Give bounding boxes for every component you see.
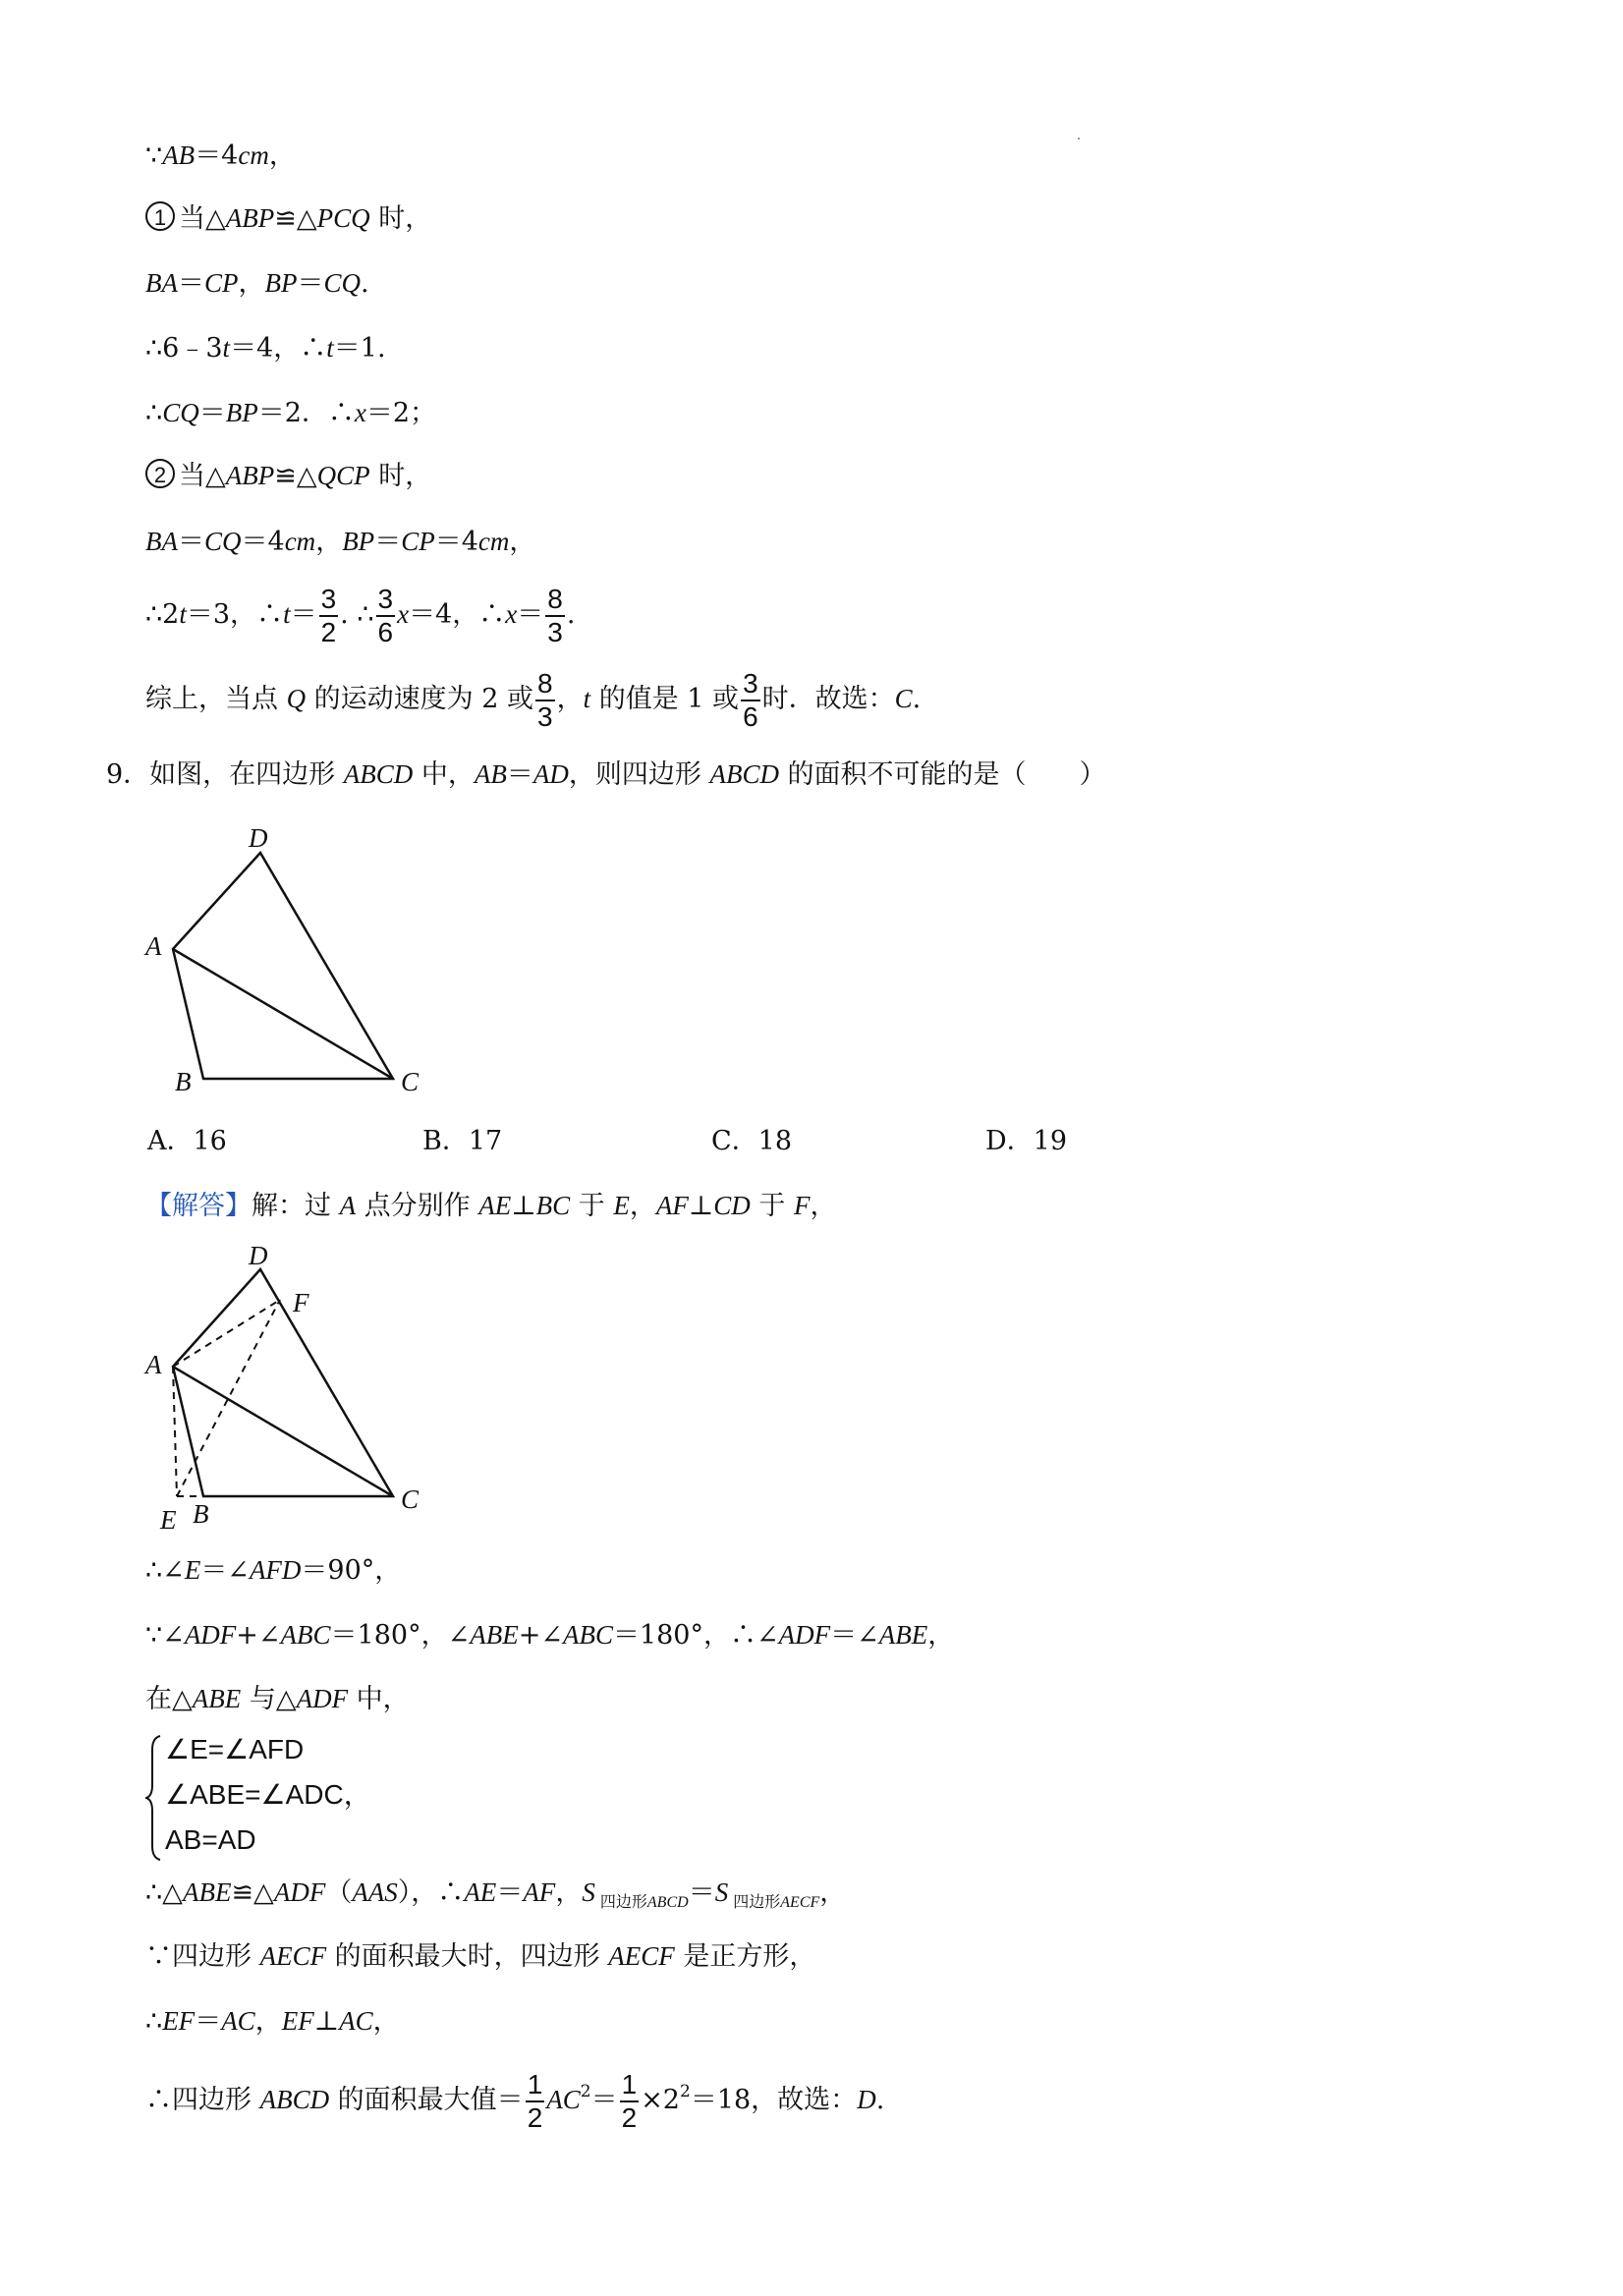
text: CP [204,268,239,298]
text: ∴∠ [145,1555,185,1586]
text: ABE [878,1620,928,1650]
numerator: 8 [535,668,555,701]
text: 的面积不可能的是（ ） [778,759,1106,790]
vertex-label-a: A [145,931,162,961]
sol8-line-7 [145,522,535,562]
option-value: 17 [468,1126,503,1156]
text: ， [254,2006,282,2037]
text: ， [372,2006,400,2037]
sol8-line-9 [145,664,921,734]
text: ＝2．∴ [257,398,355,428]
text: 于 [570,1191,614,1221]
text: BA [145,527,178,556]
fraction [741,668,760,733]
text: D [857,2085,876,2114]
sol9-line-5 [145,1936,815,1977]
text: E [184,1555,201,1585]
numerator: 8 [545,584,565,617]
quadrilateral-figure [138,820,442,1100]
text: cm [238,140,269,170]
text: AC [339,2006,373,2036]
text: ABE [192,1684,242,1713]
scan-speck [1078,138,1080,140]
text: ＝∠ [830,1620,879,1651]
denominator: 3 [547,616,563,647]
text: 时， [369,203,432,234]
text: +∠ [518,1620,563,1651]
text: 点分别作 [356,1191,479,1221]
vertex-label-a: A [145,1350,162,1379]
text: x [505,599,518,629]
numerator: 1 [526,2069,545,2102]
text: ＝4 [195,140,239,171]
text: ， [819,1877,847,1908]
text: BP [225,398,258,427]
text: x [397,599,410,629]
text: ＝ [290,599,317,630]
construction-figure [138,1233,442,1538]
option-letter: D． [985,1126,1034,1156]
text: ABE [470,1620,519,1650]
text: BC [535,1191,571,1220]
text: ＝ [590,2085,618,2115]
text: EF [281,2006,314,2036]
text: CQ [323,268,362,298]
text: 的面积最大值＝ [329,2085,524,2115]
vertex-label-d: D [249,1241,268,1270]
option-letter: B． [422,1126,469,1156]
text: AF [523,1877,556,1907]
text: AE [478,1191,512,1220]
text: AFD [249,1555,302,1585]
text: ， [927,1620,955,1651]
text: ∴ [145,398,163,428]
text: ⊥ [511,1191,536,1221]
option-letter: A． [147,1126,194,1156]
text: 时， [369,461,432,491]
denominator: 2 [320,616,337,647]
text: ， [268,140,296,171]
text: 中， [348,1684,410,1714]
sol9-line-4 [145,1873,846,1923]
text: t [222,333,231,363]
fraction [620,2069,640,2134]
numerator: 3 [319,584,339,617]
quadrilateral-abcd [173,1269,393,1496]
text: ， [556,684,584,714]
text: ＝ [178,268,204,299]
sol8-line-2 [145,198,431,239]
text: ∵∠ [145,1620,185,1651]
text: AECF [608,1941,675,1971]
text: . ∴ [340,599,374,630]
vertex-label-e: E [160,1505,177,1535]
option-c [711,1122,792,1161]
sol8-line-3 [145,263,369,304]
option-value: 19 [1033,1126,1068,1156]
option-d [985,1122,1067,1161]
superscript: 2 [580,2082,591,2101]
denominator: 6 [377,616,394,647]
text: t [583,684,591,713]
text: ⊥ [688,1191,714,1221]
numerator: 3 [741,668,760,701]
text: ABP [225,461,275,490]
text: AB [474,759,507,789]
text: BA [145,268,178,298]
text: ADF [273,1877,326,1907]
text: ∵ [145,140,163,171]
text: ABC [280,1620,331,1650]
sol8-line-5 [145,393,436,433]
fraction [376,584,396,648]
option-a [147,1122,227,1161]
sol8-line-8 [145,580,575,649]
text: BP [342,527,375,556]
text: . [361,268,369,299]
circled-number-2: 2 [145,459,175,488]
vertex-label-c: C [401,1484,420,1514]
text: ， [509,527,536,557]
text: 当△ [179,203,226,234]
vertex-label-b: B [175,1067,192,1096]
fraction [319,584,339,648]
sol9-line-1 [145,1550,401,1591]
text: ＝3，∴ [186,599,284,630]
subscript: AECF [780,1894,820,1911]
text: cm [284,527,316,556]
text: ABE [182,1877,232,1907]
sol8-line-6 [145,456,431,496]
text: ADF [778,1620,831,1650]
text: ＝ [688,1877,715,1908]
text: ， [238,268,265,299]
text: 的面积最大时，四边形 [326,1941,609,1972]
text: ABC [562,1620,613,1650]
answer-tag: 【解答】 [145,1191,252,1221]
text: ＝4 [434,527,478,557]
text: AAS [352,1877,398,1907]
text: ABCD [709,759,779,789]
diagonal-ac [173,1367,393,1496]
circled-number-1: 1 [145,201,175,231]
text: PCQ [316,203,370,233]
equation-system [145,1734,381,1867]
text: . [875,2085,885,2115]
text: . [912,684,922,714]
text: t [326,333,334,363]
sol8-line-1 [145,136,296,176]
denominator: 3 [537,700,553,732]
subscript: 四边形 [594,1892,647,1911]
denominator: 2 [527,2101,543,2133]
text: 综上，当点 [145,684,287,714]
text: cm [477,527,510,556]
diagonal-ac [173,949,393,1079]
text: AD [532,759,569,789]
text: ∴2 [145,599,180,630]
text: ＝4，∴ [409,599,506,630]
denominator: 6 [743,700,758,732]
text: ≌△ [274,203,317,234]
text: ＝∠ [200,1555,250,1586]
text: QCP [316,461,370,490]
text: AECF [259,1941,327,1971]
text: ＝ [195,2006,222,2037]
text: Q [286,684,307,713]
option-value: 18 [757,1126,793,1156]
sol9-line-6 [145,2001,400,2042]
text: t [179,599,187,629]
text: F [793,1191,811,1220]
text: ABCD [259,2085,330,2114]
text: 中， [413,759,475,790]
vertex-label-b: B [193,1499,209,1529]
text: （ [325,1877,353,1908]
text: ＝180°，∠ [330,1620,471,1651]
text: ＝ [374,527,402,557]
text: 9．如图，在四边形 [106,759,344,790]
fraction [535,668,555,733]
text: A [339,1191,357,1220]
vertex-label-c: C [401,1067,420,1096]
text: ＝90°， [301,1555,402,1586]
text: 的值是 1 或 [590,684,740,714]
quadrilateral-abcd [173,853,393,1079]
text: ∴四边形 [145,2085,260,2115]
fraction [526,2069,545,2134]
text: ＝4，∴ [230,333,327,364]
text: S [582,1877,595,1907]
text: ＝180°，∴∠ [612,1620,779,1651]
option-value: 16 [193,1126,227,1156]
text: ＝ [178,527,204,557]
numerator: 3 [376,584,396,617]
text: ∴6﹣3 [145,333,223,364]
sol9-line-3 [145,1679,410,1719]
text: ＝ [517,599,544,630]
vertex-label-d: D [249,823,268,853]
option-letter: C． [711,1126,758,1156]
text: ADF [296,1684,349,1713]
subscript: ABCD [646,1894,689,1911]
sol9-line-7 [145,2057,884,2135]
text: ＝ [198,398,226,428]
dashed-af [173,1300,280,1367]
text: EF [162,2006,196,2036]
text: ＝4 [241,527,285,557]
text: AF [655,1191,689,1220]
text: 于 [750,1191,794,1221]
text: 解：过 [252,1191,340,1221]
text: ≌△ [231,1877,274,1908]
text: BP [264,268,298,298]
text: ABCD [343,759,414,789]
text: E [613,1191,630,1220]
text: CQ [162,398,199,427]
text: ， [315,527,343,557]
text: ∵四边形 [145,1941,260,1972]
superscript: 2 [680,2082,691,2101]
text: 与△ [241,1684,297,1714]
text: CQ [204,527,242,556]
text: AC [221,2006,255,2036]
text: ， [555,1877,583,1908]
text: ABP [225,203,275,233]
text: S [714,1877,729,1907]
text: x [354,398,366,427]
text: AE [464,1877,497,1907]
text: ∴△ [145,1877,183,1908]
vertex-label-f: F [293,1288,309,1317]
question-9 [106,755,1106,795]
option-b [422,1122,502,1161]
denominator: 2 [621,2101,638,2133]
subscript: 四边形 [728,1892,781,1911]
text: . [566,599,576,630]
text: ＝ [297,268,324,299]
text: ×2 [641,2085,680,2115]
text: ＝ [496,1877,524,1908]
text: 的运动速度为 2 或 [306,684,534,714]
text: ≌△ [274,461,317,491]
text: ∴ [145,2006,163,2037]
equation-row: ∠E=∠AFD [165,1734,305,1764]
equation-row: AB=AD [165,1824,256,1855]
text: +∠ [236,1620,281,1651]
sol9-line-2 [145,1615,954,1655]
text: ， [810,1191,837,1221]
text: 在△ [145,1684,193,1714]
text: CP [401,527,435,556]
left-brace [145,1734,163,1862]
text: ＝2； [365,398,437,428]
text: ＝1. [333,333,386,364]
text: ，则四边形 [568,759,710,790]
text: 是正方形， [674,1941,816,1972]
text: ADF [184,1620,237,1650]
text: AB [162,140,196,170]
text: ， [629,1191,656,1221]
numerator: 1 [620,2069,640,2102]
text: ），∴ [397,1877,465,1908]
text: C [894,684,913,713]
text: CD [713,1191,751,1220]
text: ＝18，故选： [690,2085,858,2115]
sol8-line-4 [145,328,386,368]
text: ⊥ [313,2006,340,2037]
solution-intro [145,1186,836,1226]
text: t [283,599,291,629]
text: AC [546,2085,581,2114]
equation-row: ∠ABE=∠ADC， [165,1779,371,1810]
text: 时．故选： [761,684,895,714]
text: 当△ [179,461,226,491]
fraction [545,584,565,648]
text: ＝ [506,759,533,790]
